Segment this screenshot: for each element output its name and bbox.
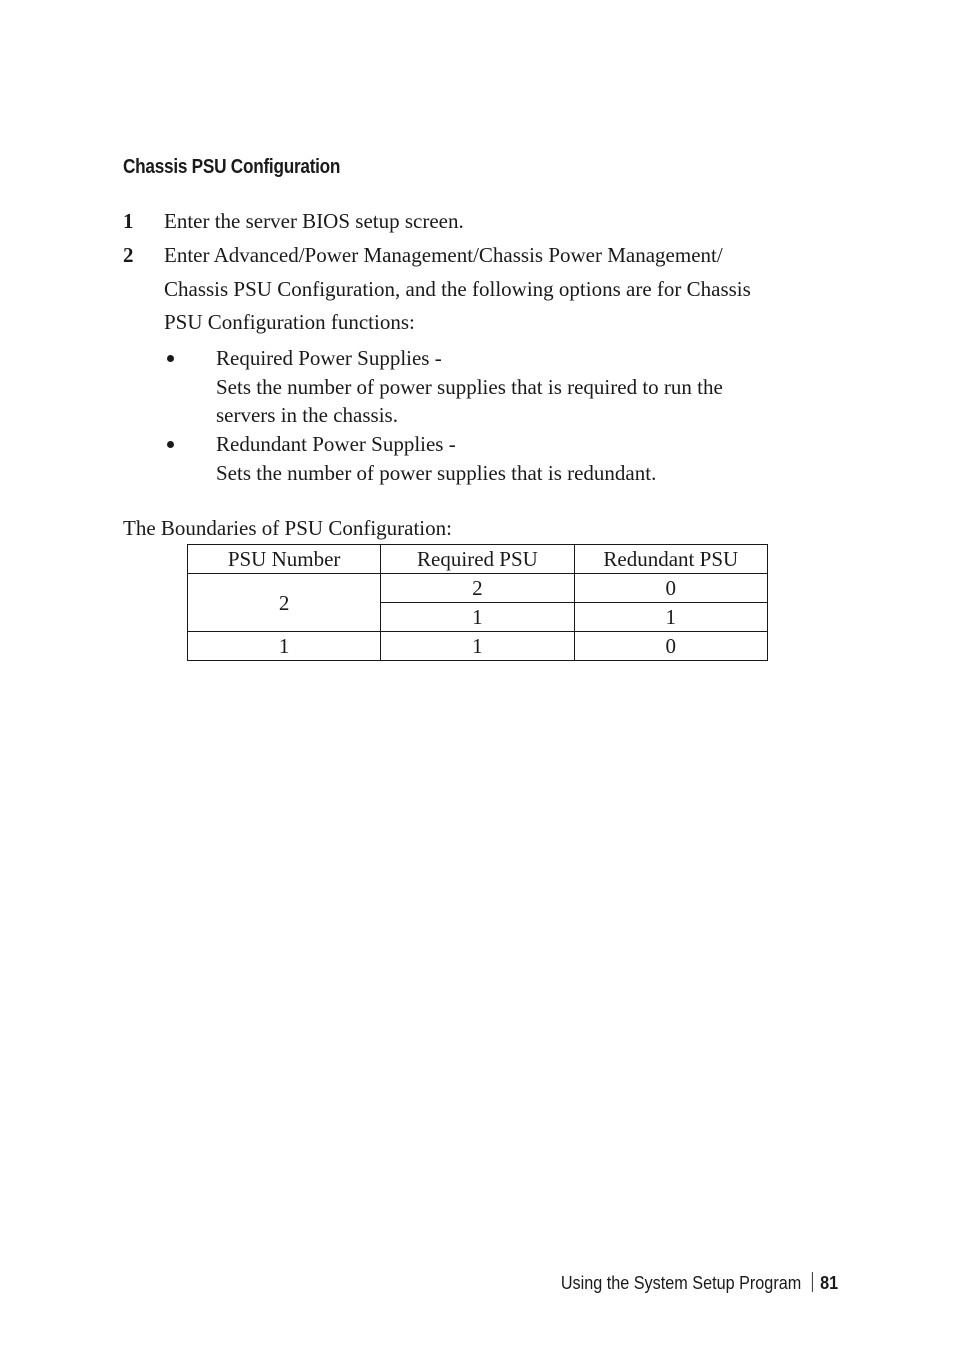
bullet-text — [216, 344, 816, 430]
step-number: 2 — [123, 243, 134, 267]
table-cell: 2 — [188, 574, 381, 632]
column-header: Required PSU — [381, 545, 574, 574]
page-footer — [561, 1272, 838, 1294]
table-cell: 1 — [381, 603, 574, 632]
table-row — [188, 632, 768, 661]
bullet-text — [216, 430, 816, 487]
table-cell: 1 — [188, 632, 381, 661]
column-header: PSU Number — [188, 545, 381, 574]
step-line: Enter Advanced/Power Management/Chassis Power Management/ — [164, 243, 723, 267]
table-cell: 0 — [574, 632, 767, 661]
psu-boundaries-table — [187, 544, 768, 661]
bullet-title: Required Power Supplies - — [216, 346, 442, 370]
step-line: Chassis PSU Configuration, and the following options are for Chassis — [164, 276, 751, 301]
step-line: Enter the server BIOS setup screen. — [164, 209, 464, 233]
table-row — [188, 574, 768, 603]
table-cell: 1 — [574, 603, 767, 632]
table-intro: The Boundaries of PSU Configuration: — [123, 516, 452, 540]
table-cell: 0 — [574, 574, 767, 603]
bullet-line: servers in the chassis. — [216, 403, 398, 427]
bullet-line: Sets the number of power supplies that is redundant. — [216, 460, 657, 485]
bullet-title: Redundant Power Supplies - — [216, 432, 456, 456]
bullet-dot-icon — [167, 355, 174, 362]
step-text — [164, 239, 844, 340]
section-heading: Chassis PSU Configuration — [123, 156, 341, 178]
column-header: Redundant PSU — [574, 545, 767, 574]
bullet-line: Sets the number of power supplies that is required to run the — [216, 374, 723, 399]
page-number: 81 — [819, 1273, 838, 1293]
table-cell: 2 — [381, 574, 574, 603]
step-text — [164, 205, 844, 239]
step-line: PSU Configuration functions: — [164, 310, 415, 334]
step-number: 1 — [123, 209, 134, 233]
table-header-row — [188, 545, 768, 574]
footer-section-title: Using the System Setup Program — [560, 1273, 802, 1293]
table-cell: 1 — [381, 632, 574, 661]
bullet-dot-icon — [167, 441, 174, 448]
footer-divider — [812, 1272, 813, 1292]
